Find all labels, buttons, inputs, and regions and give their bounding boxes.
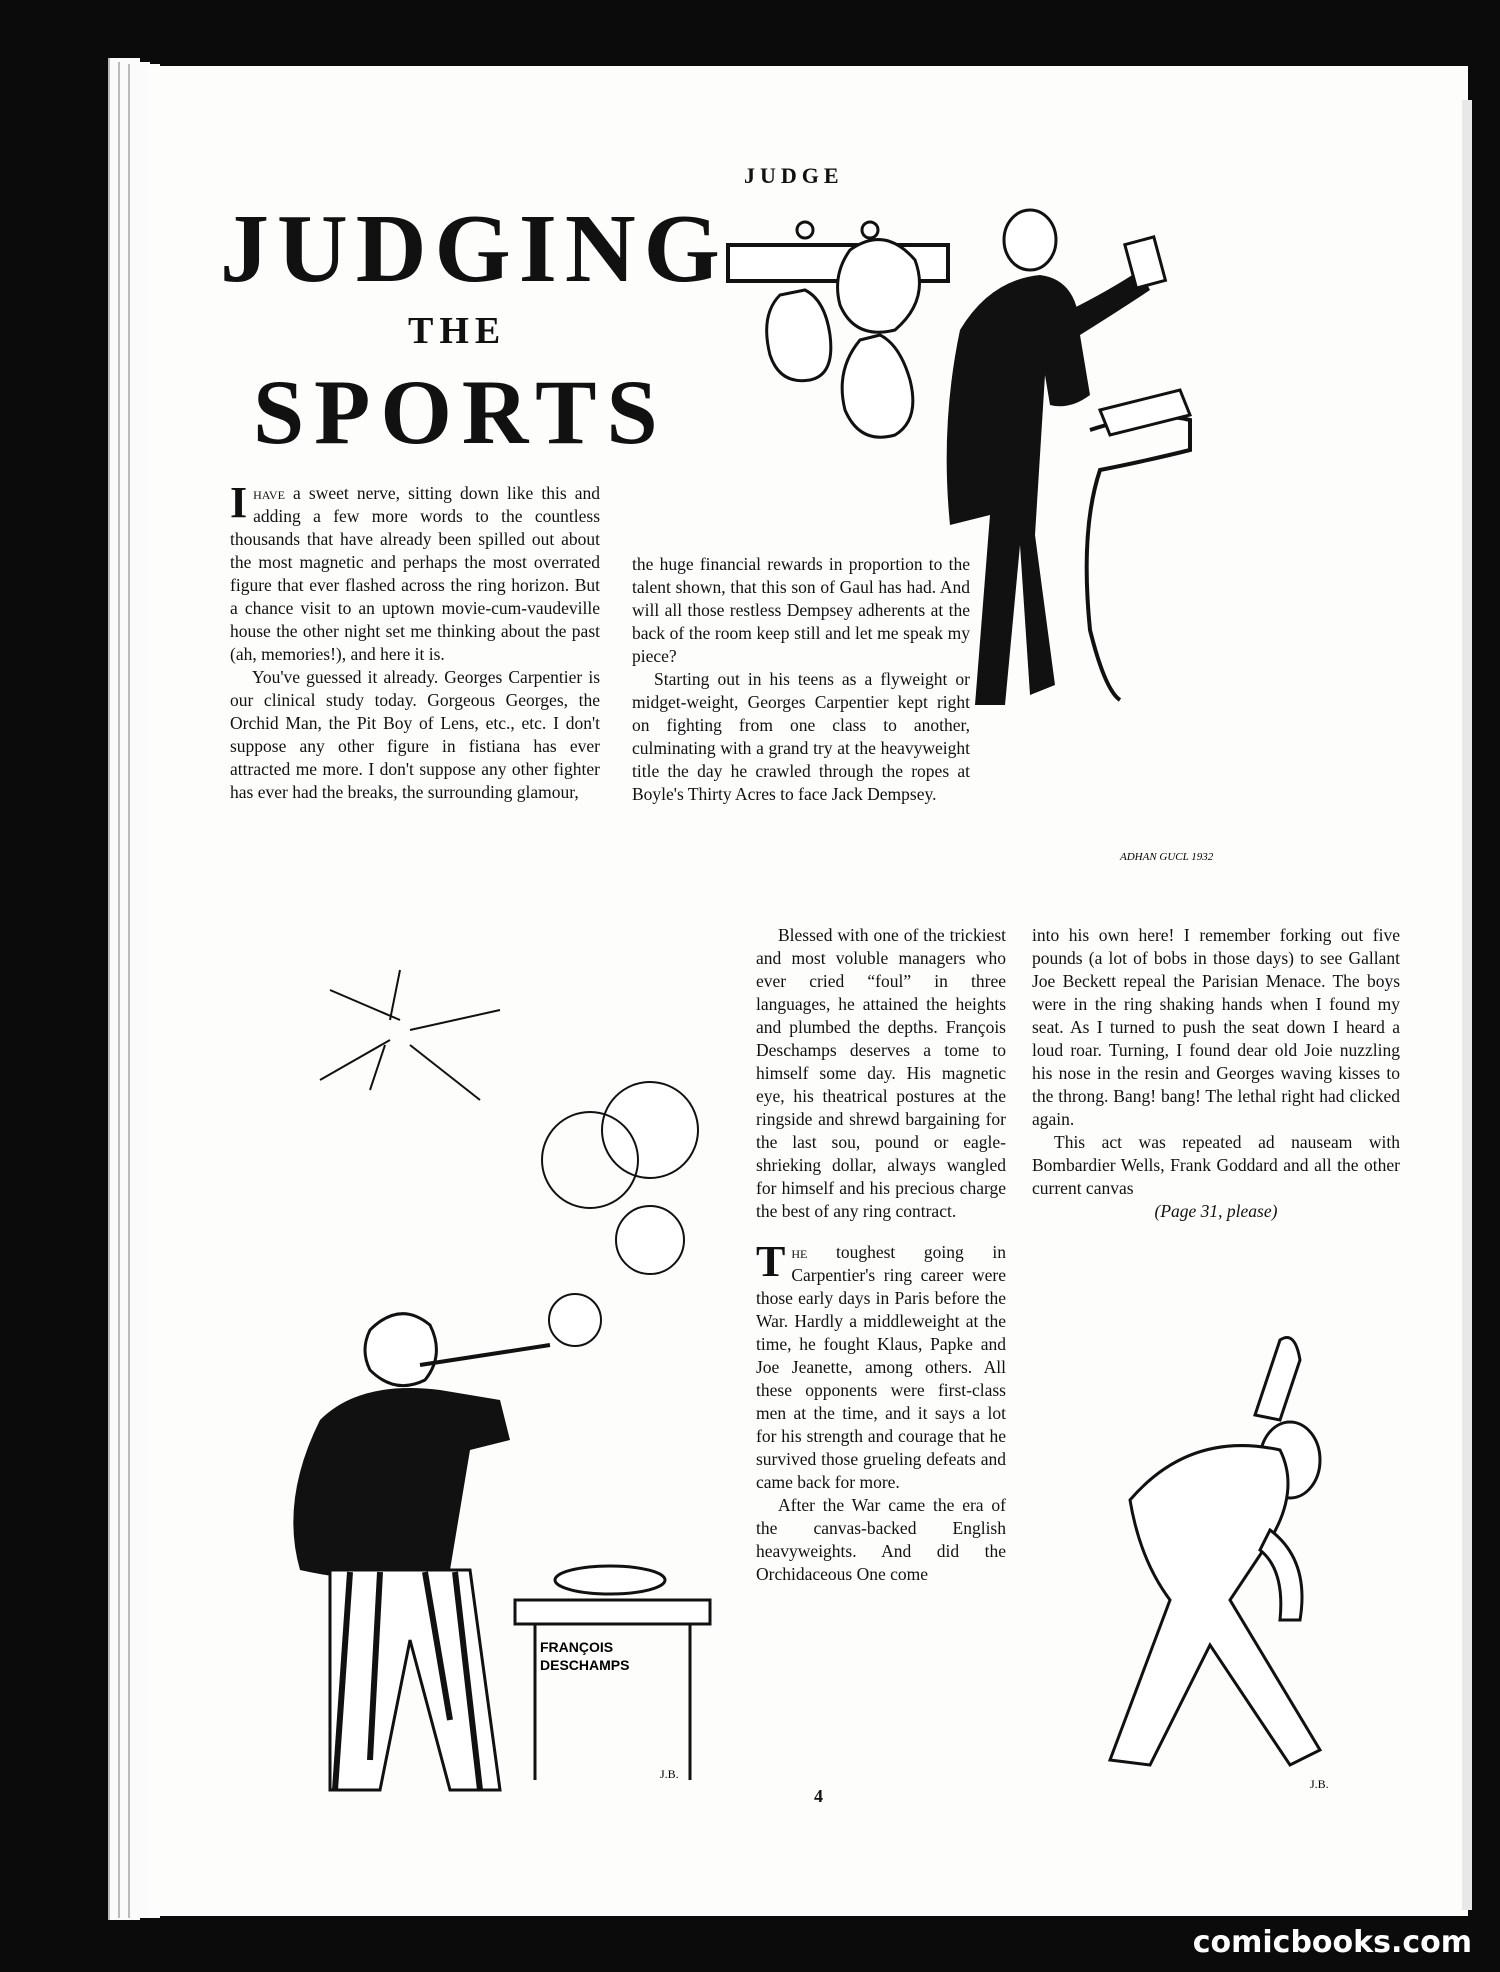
paragraph: [756, 1237, 1006, 1494]
continued-note: (Page 31, please): [1154, 1201, 1278, 1221]
paragraph: Blessed with one of the trickiest and most voluble managers who ever cried “foul” in three languages, he attained the heights and plumbed the depths. François Deschamps deserves a tome to himself some day. His magnetic eye, his theatrical postures at the ringside and shrewd bargaining for the last sou, pound or eagle-shrieking dollar, always wangled for himself and his precious charge the best of any ring contract.: [756, 925, 1006, 1221]
bubble: [549, 1294, 601, 1346]
paragraph: You've guessed it already. Georges Carpentier is our clinical study today. Gorgeous Georges, the Orchid Man, the Pit Boy of Lens, etc., etc. I don't suppose any other figure in fistiana has ever attracted me more. I don't suppose any other fighter has ever had the breaks, the surrounding glamour,: [230, 667, 600, 802]
butler-illustration: [720, 210, 1214, 870]
side-table: [1087, 417, 1190, 700]
boxer-illustration: [1040, 1330, 1400, 1800]
title-the: THE: [408, 310, 507, 352]
drop-cap: T: [756, 1237, 786, 1286]
paragraph-text: toughest going in Carpentier's ring career were those early days in Paris before the War. Hardly a middleweight at the time, he fought Klaus, Papke and Joe Jeanette, among others. All these opponents were first-class men at the time, and it says a lot for his strength and courage that he survived those grueling defeats and came back for more.: [756, 1242, 1006, 1492]
boxing-glove-icon: [767, 290, 831, 381]
page-right-edge: [1462, 100, 1472, 1910]
rack-hook: [862, 222, 878, 238]
paragraph: After the War came the era of the canvas-backed English heavyweights. And did the Orchidaceous One come: [756, 1495, 1006, 1584]
small-table: [515, 1600, 710, 1624]
boxing-glove-icon: [842, 335, 913, 437]
table-label: FRANÇOIS: [540, 1639, 614, 1655]
paragraph: into his own here! I remember forking out five pounds (a lot of bobs in those days) to see Gallant Joe Beckett repeal the Parisian Menace. The boys were in the ring shaking hands when I found my seat. As I turned to push the seat down I heard a loud roar. Turning, I found dear old Joie nuzzling his nose in the resin and Georges waving kisses to the throng. Bang! bang! The lethal right had clicked again.: [1032, 925, 1400, 1129]
paragraph: [230, 478, 600, 666]
soap-bowl: [555, 1566, 665, 1594]
rack-hook: [797, 222, 813, 238]
drop-cap: I: [230, 478, 248, 527]
artist-signature: ADHAN GUCL 1932: [1120, 851, 1214, 863]
butler-head: [1004, 210, 1056, 270]
page-number: 4: [814, 1786, 823, 1806]
paragraph: Starting out in his teens as a flyweight or midget-weight, Georges Carpentier kept right on fighting from one class to another, culminating with a grand try at the heavyweight title the day he crawled through the ropes at Boyle's Thirty Acres to face Jack Dempsey.: [632, 669, 970, 804]
bubble: [602, 1082, 698, 1178]
table-label: DESCHAMPS: [540, 1657, 630, 1673]
article-column-3: [756, 924, 1006, 1586]
butler-tailcoat: [947, 275, 1090, 705]
title-judging: JUDGING: [220, 195, 728, 303]
magazine-masthead: JUDGE: [744, 163, 844, 188]
artist-initials: J.B.: [660, 1767, 679, 1781]
bubble: [616, 1206, 684, 1274]
boxer-arm-down: [1260, 1530, 1302, 1620]
lead-in: have: [253, 483, 285, 503]
man-jacket: [293, 1388, 510, 1580]
starburst-icon: [320, 970, 500, 1100]
lead-in: he: [791, 1242, 808, 1262]
article-column-4: [1032, 924, 1400, 1223]
man-head: [365, 1314, 436, 1386]
artist-initials: J.B.: [1310, 1777, 1329, 1791]
paragraph: the huge financial rewards in proportion to the talent shown, that this son of Gaul has had. And will all those restless Dempsey adherents at the back of the room keep still and let me speak my piece?: [632, 554, 970, 666]
bubble-blower-illustration: [250, 960, 750, 1810]
watermark: comicbooks.com: [1192, 1925, 1472, 1960]
article-column-1: [230, 478, 600, 804]
boxer-arm-raised: [1255, 1338, 1300, 1421]
headgear-icon: [838, 240, 920, 333]
title-sports: SPORTS: [253, 361, 668, 463]
paragraph: This act was repeated ad nauseam with Bombardier Wells, Frank Goddard and all the other current canvas: [1032, 1132, 1400, 1198]
gloves-on-table: [1100, 390, 1190, 435]
paragraph-text: a sweet nerve, sitting down like this and adding a few more words to the countless thousands that have already been spilled out about the most magnetic and perhaps the most overrated figure that ever flashed across the ring horizon. But a chance visit to an uptown movie-cum-vaudeville house the other night set me thinking about the past (ah, memories!), and here it is.: [230, 483, 600, 664]
bubble-pipe: [420, 1345, 550, 1365]
